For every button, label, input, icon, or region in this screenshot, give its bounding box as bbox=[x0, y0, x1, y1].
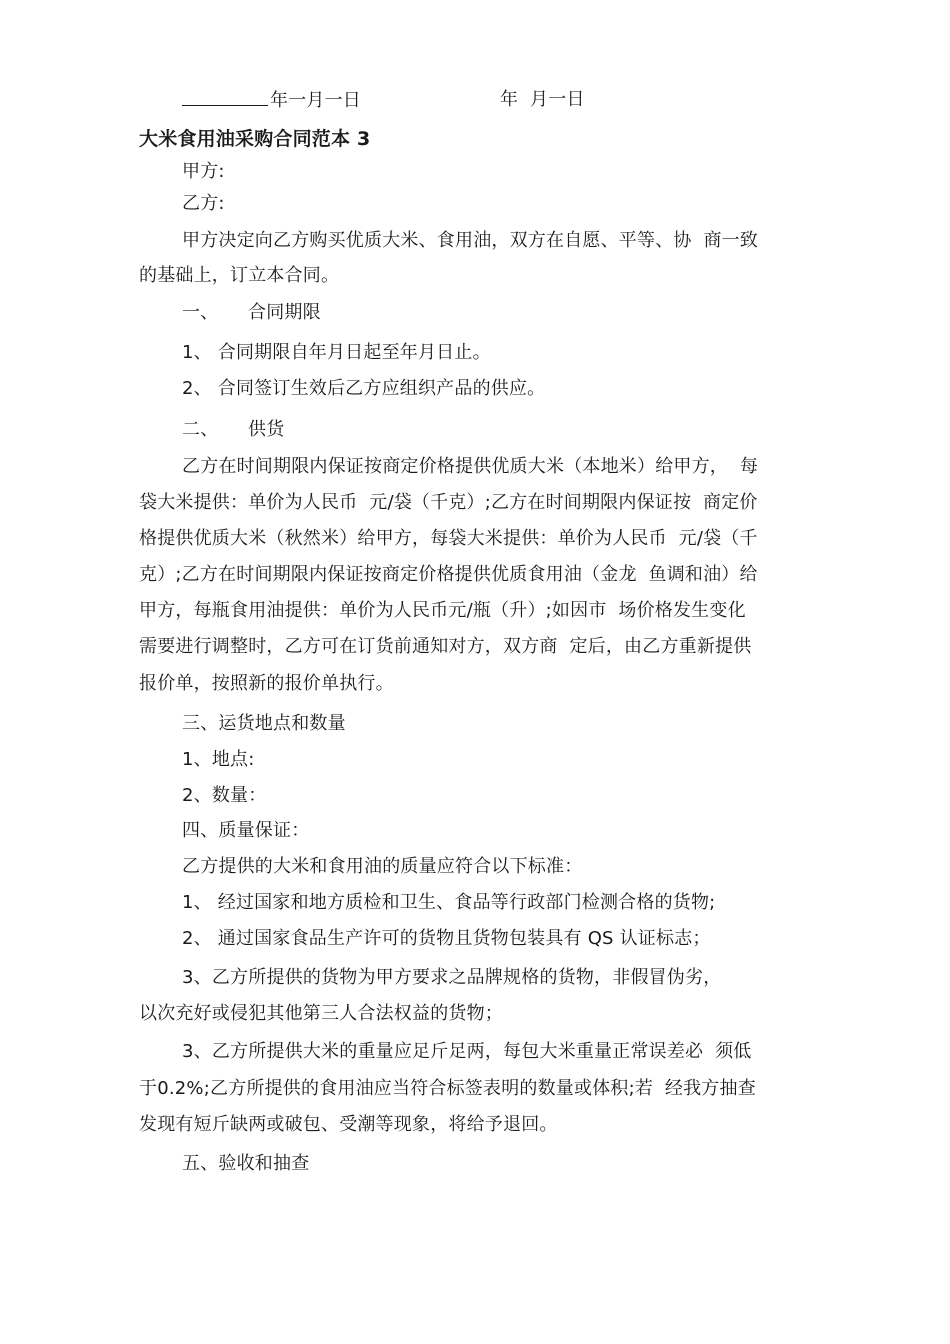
list-item: 以次充好或侵犯其他第三人合法权益的货物； bbox=[139, 1003, 503, 1024]
list-item: 1、 合同期限自年月日起至年月日止。 bbox=[182, 342, 491, 363]
section-heading: 四、质量保证： bbox=[182, 820, 310, 841]
paragraph-line: 于0.2%;乙方所提供的食用油应当符合标签表明的数量或体积;若 经我方抽查 bbox=[139, 1078, 756, 1099]
date-line-left: 年一月一日 bbox=[182, 88, 361, 113]
list-item: 1、地点: bbox=[182, 749, 255, 770]
paragraph-line: 需要进行调整时，乙方可在订货前通知对方，双方商 定后，由乙方重新提供 bbox=[139, 636, 752, 657]
intro-line: 的基础上，订立本合同。 bbox=[139, 265, 340, 286]
paragraph-line: 袋大米提供：单价为人民币 元/袋（千克）;乙方在时间期限内保证按 商定价 bbox=[139, 492, 758, 513]
paragraph-line: 乙方提供的大米和食用油的质量应符合以下标准： bbox=[182, 856, 583, 877]
section-heading: 五、验收和抽查 bbox=[182, 1153, 310, 1174]
list-item: 1、 经过国家和地方质检和卫生、食品等行政部门检测合格的货物; bbox=[182, 892, 716, 913]
paragraph-line: 甲方，每瓶食用油提供：单价为人民币元/瓶（升）;如因市 场价格发生变化 bbox=[139, 600, 746, 621]
paragraph-line: 发现有短斤缺两或破包、受潮等现象，将给予退回。 bbox=[139, 1114, 558, 1135]
list-item: 3、乙方所提供的货物为甲方要求之品牌规格的货物，非假冒伪劣， bbox=[182, 967, 722, 988]
intro-line: 甲方决定向乙方购买优质大米、食用油，双方在自愿、平等、协 商一致 bbox=[182, 230, 759, 251]
party-b: 乙方: bbox=[182, 193, 225, 214]
paragraph-line: 报价单，按照新的报价单执行。 bbox=[139, 673, 394, 694]
paragraph-line: 克）;乙方在时间期限内保证按商定价格提供优质食用油（金龙 鱼调和油）给 bbox=[139, 564, 758, 585]
paragraph-line: 乙方在时间期限内保证按商定价格提供优质大米（本地米）给甲方， 每 bbox=[182, 456, 759, 477]
party-a: 甲方: bbox=[182, 161, 225, 182]
list-item: 2、数量： bbox=[182, 785, 267, 806]
paragraph-line: 3、乙方所提供大米的重量应足斤足两，每包大米重量正常误差必 须低 bbox=[182, 1041, 752, 1062]
section-heading: 三、运货地点和数量 bbox=[182, 713, 346, 734]
date-line-right: 年 月一日 bbox=[500, 89, 585, 110]
list-item: 2、 通过国家食品生产许可的货物且货物包装具有 QS 认证标志； bbox=[182, 928, 711, 949]
section-heading: 一、 合同期限 bbox=[182, 302, 321, 323]
list-item: 2、 合同签订生效后乙方应组织产品的供应。 bbox=[182, 378, 546, 399]
document-title: 大米食用油采购合同范本 3 bbox=[139, 128, 371, 150]
paragraph-line: 格提供优质大米（秋然米）给甲方，每袋大米提供：单价为人民币 元/袋（千 bbox=[139, 528, 758, 549]
section-heading: 二、 供货 bbox=[182, 419, 285, 440]
signature-blank bbox=[182, 88, 268, 106]
